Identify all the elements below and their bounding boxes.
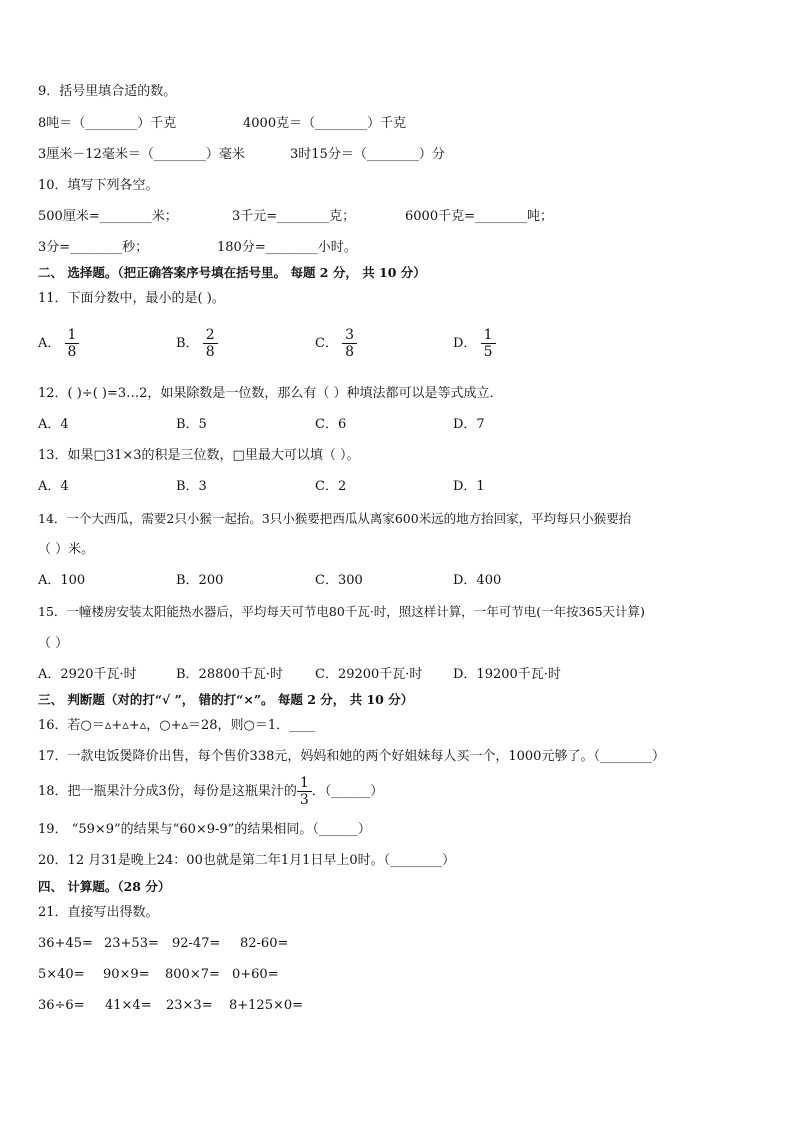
- calc-item: 23×3=: [166, 998, 213, 1013]
- q15-option-a: A．2920千瓦·时: [38, 667, 137, 682]
- q10-item-3: 6000千克=________吨；: [405, 209, 553, 224]
- q9-heading: 9．括号里填合适的数。: [38, 84, 177, 99]
- fraction: [65, 327, 80, 360]
- fraction: [203, 327, 218, 360]
- calc-item: 800×7=: [165, 967, 220, 982]
- q9-item-3: 3厘米－12毫米＝（________）毫米: [38, 147, 245, 162]
- calc-item: 92-47=: [172, 936, 221, 951]
- fraction: [342, 327, 357, 360]
- q11-heading: 11．下面分数中，最小的是( )。: [38, 291, 225, 306]
- denominator: 5: [483, 344, 493, 360]
- calc-item: 90×9=: [103, 967, 150, 982]
- option-letter: C．: [315, 336, 338, 351]
- q12-option-c: C．6: [315, 417, 347, 432]
- denominator: 8: [205, 344, 215, 360]
- q16: 16．若○＝▵+▵+▵，○+▵＝28，则○＝1．____: [38, 718, 316, 733]
- denominator: 3: [299, 792, 309, 808]
- q14-heading-cont: （ ）米。: [38, 542, 95, 557]
- calc-item: 0+60=: [232, 967, 279, 982]
- q10-item-4: 3分=________秒；: [38, 240, 149, 255]
- calc-item: 5×40=: [38, 967, 85, 982]
- q9-item-1: 8吨＝（________）千克: [38, 116, 177, 131]
- q18-answer-blank: ．（______）: [311, 784, 384, 799]
- q15-heading-cont: （ ）: [38, 636, 69, 651]
- q11-option-d: [453, 327, 496, 360]
- q14-option-b: B．200: [176, 573, 224, 588]
- option-letter: D．: [453, 336, 477, 351]
- numerator: 2: [203, 327, 218, 344]
- q18-text: 18．把一瓶果汁分成3份，每份是这瓶果汁的: [38, 784, 297, 799]
- q11-option-c: [315, 327, 357, 360]
- section-4-heading: 四、 计算题。（28 分）: [38, 879, 171, 894]
- fraction: [297, 775, 312, 808]
- q10-item-2: 3千元=________克；: [232, 209, 356, 224]
- calc-item: 36+45=: [38, 936, 93, 951]
- q13-option-d: D．1: [453, 479, 485, 494]
- numerator: 1: [65, 327, 80, 344]
- q13-option-a: A．4: [38, 479, 69, 494]
- option-letter: B．: [176, 336, 199, 351]
- q19: 19． “59×9”的结果与“60×9-9”的结果相同。（______）: [38, 822, 371, 837]
- denominator: 8: [67, 344, 77, 360]
- q12-heading: 12．( )÷( )=3…2，如果除数是一位数，那么有（ ）种填法都可以是等式成立．: [38, 386, 503, 401]
- q13-option-c: C．2: [315, 479, 347, 494]
- numerator: 3: [342, 327, 357, 344]
- q15-heading: 15．一幢楼房安装太阳能热水器后，平均每天可节电80千瓦·时，照这样计算，一年可节电(一年按365天计算): [38, 604, 645, 619]
- q11-option-a: [38, 327, 79, 360]
- q15-option-b: B．28800千瓦·时: [176, 667, 284, 682]
- q20: 20．12 月31是晚上24：00也就是第二年1月1日早上0时。（________）: [38, 853, 456, 868]
- calc-item: 82-60=: [240, 936, 289, 951]
- q14-option-c: C．300: [315, 573, 363, 588]
- q12-option-a: A．4: [38, 417, 69, 432]
- q15-option-d: D．19200千瓦·时: [453, 667, 561, 682]
- calc-item: 23+53=: [104, 936, 159, 951]
- q10-item-5: 180分=________小时。: [217, 240, 357, 255]
- q9-item-4: 3时15分＝（________）分: [290, 147, 445, 162]
- q13-heading: 13．如果□31×3的积是三位数，□里最大可以填（ ）。: [38, 448, 360, 463]
- calc-item: 36÷6=: [38, 998, 85, 1013]
- q18: [38, 775, 383, 808]
- q21-heading: 21．直接写出得数。: [38, 905, 159, 920]
- section-3-heading: 三、 判断题（对的打“√ ”， 错的打“×”。 每题 2 分， 共 10 分）: [38, 692, 414, 707]
- q14-heading: 14．一个大西瓜，需要2只小猴一起抬。3只小猴要把西瓜从离家600米远的地方抬回家，平均每只小猴要抬: [38, 511, 632, 526]
- q14-option-d: D．400: [453, 573, 502, 588]
- q10-heading: 10．填写下列各空。: [38, 178, 159, 193]
- denominator: 8: [345, 344, 355, 360]
- section-2-heading: 二、 选择题。（把正确答案序号填在括号里。 每题 2 分， 共 10 分）: [38, 265, 426, 280]
- q15-option-c: C．29200千瓦·时: [315, 667, 423, 682]
- q17: 17．一款电饭煲降价出售，每个售价338元，妈妈和她的两个好姐妹每人买一个，1000元够了。（________）: [38, 749, 665, 764]
- q9-item-2: 4000克＝（________）千克: [243, 116, 407, 131]
- q12-option-b: B．5: [176, 417, 207, 432]
- q13-option-b: B．3: [176, 479, 207, 494]
- q14-option-a: A．100: [38, 573, 86, 588]
- fraction: [481, 327, 496, 360]
- q10-item-1: 500厘米=________米；: [38, 209, 178, 224]
- numerator: 1: [297, 775, 312, 792]
- q12-option-d: D．7: [453, 417, 485, 432]
- calc-item: 41×4=: [105, 998, 152, 1013]
- q11-option-b: [176, 327, 218, 360]
- option-letter: A．: [38, 336, 61, 351]
- numerator: 1: [481, 327, 496, 344]
- calc-item: 8+125×0=: [229, 998, 304, 1013]
